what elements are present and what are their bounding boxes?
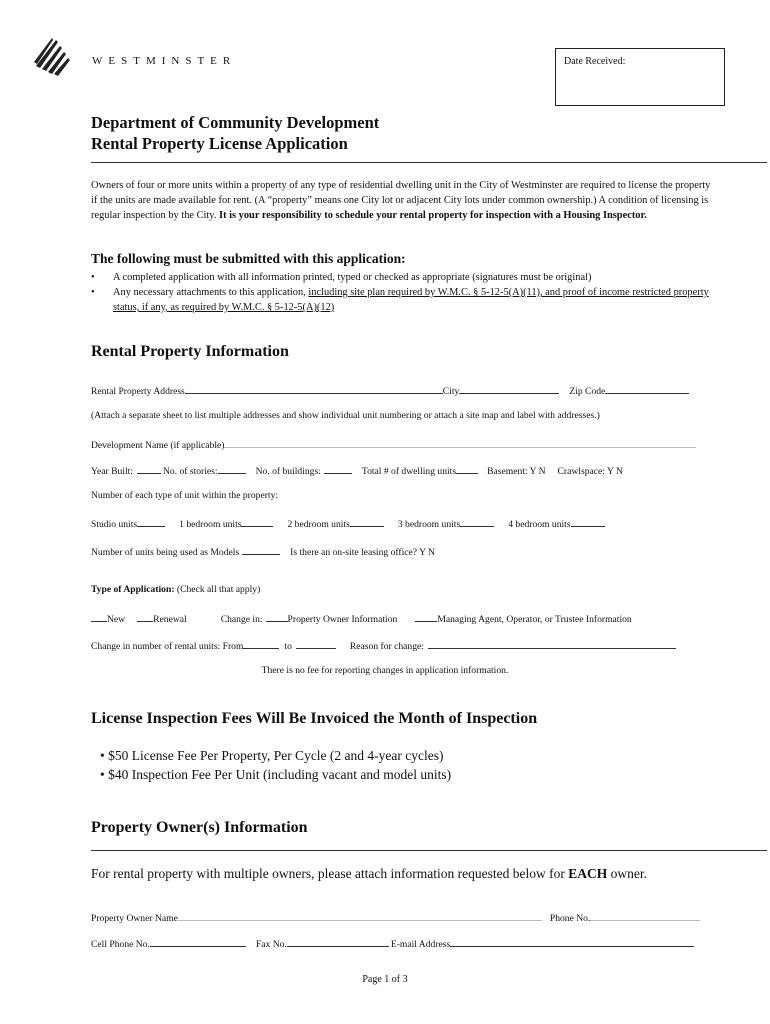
owner-contact-row (91, 936, 694, 950)
owner-name-field[interactable] (178, 910, 542, 921)
development-field[interactable] (224, 437, 696, 448)
owner-info-checkbox[interactable] (266, 611, 288, 622)
list-item: • $40 Inspection Fee Per Unit (including vacant and model units) (100, 767, 452, 782)
change-units-label: Change in number of rental units: From (91, 641, 244, 652)
department-title: Department of Community Development (91, 113, 380, 132)
models-field[interactable] (242, 544, 280, 555)
bed2-field[interactable] (350, 516, 384, 527)
city-label: City (442, 386, 460, 397)
unit-types-row (91, 516, 605, 530)
address-label: Rental Property Address (91, 386, 185, 397)
agent-checkbox[interactable] (415, 611, 437, 622)
email-label: E-mail Address (390, 939, 451, 950)
building-details-row (91, 463, 623, 477)
type-of-application-rest: (Check all that apply) (174, 584, 261, 595)
reason-label: Reason for change: (349, 641, 424, 652)
logo-wordmark: WESTMINSTER (92, 55, 237, 67)
cell-phone-field[interactable] (150, 936, 246, 947)
type-of-application-bold: Type of Application: (91, 584, 175, 595)
unit-types-label: Number of each type of unit within the property: (91, 490, 279, 501)
owner-divider (91, 850, 767, 851)
owner-heading: Property Owner(s) Information (91, 819, 308, 836)
submission-item-1: A completed application with all information printed, typed or checked as appropriate (signatures must be original) (113, 272, 592, 283)
list-item: • A completed application with all information printed, typed or checked as appropriate (signatures must be original) (91, 272, 592, 283)
bed1-label: 1 bedroom units (179, 519, 242, 530)
page-title (91, 112, 379, 154)
development-label: Development Name (if applicable) (91, 440, 225, 451)
intro-text: Owners of four or more units within a property of any type of residential dwelling unit in the City of Westminster are required to license the property if the units are made available for rent. (A “property” means one City lot or adjacent City lots under common ownership.) A condition of licensing is regular inspection by the City. (91, 180, 711, 221)
renewal-checkbox[interactable] (137, 611, 153, 622)
owner-note-pre: For rental property with multiple owners, please attach information requested below for (91, 866, 569, 881)
list-item: • Any necessary attachments to this application, including site plan required by W.M.C. § 5-12-5(A)(11), and proof of income restricted property status, if any, as required by W.M.C. § 5-12-5(A)(12) (91, 287, 709, 313)
cell-phone-label: Cell Phone No. (91, 939, 150, 950)
page-number: Page 1 of 3 (362, 974, 408, 985)
phone-label: Phone No. (549, 913, 591, 924)
stories-label: No. of stories: (162, 466, 218, 477)
address-field[interactable] (185, 383, 443, 394)
studio-label: Studio units (91, 519, 138, 530)
address-row (91, 383, 689, 397)
leasing-label: Is there an on-site leasing office? Y N (290, 547, 435, 558)
year-built-field[interactable] (137, 463, 161, 474)
owner-note-each: EACH (568, 866, 608, 881)
studio-field[interactable] (137, 516, 165, 527)
application-type-row (91, 611, 632, 625)
fees-list (100, 746, 451, 784)
reason-field[interactable] (428, 638, 676, 649)
change-to-field[interactable] (296, 638, 336, 649)
change-in-label: Change in: (220, 614, 263, 625)
date-received-label: Date Received: (564, 56, 626, 67)
bed4-field[interactable] (571, 516, 605, 527)
bed4-label: 4 bedroom units (508, 519, 571, 530)
fees-heading: License Inspection Fees Will Be Invoiced the Month of Inspection (91, 710, 538, 727)
bed1-field[interactable] (241, 516, 273, 527)
zip-label: Zip Code (569, 386, 606, 397)
phone-field[interactable] (590, 910, 700, 921)
bed3-label: 3 bedroom units (397, 519, 461, 530)
year-built-label: Year Built: (91, 466, 133, 477)
agent-label: Managing Agent, Operator, or Trustee Information (437, 614, 632, 625)
renewal-label: Renewal (153, 614, 187, 625)
rental-info-heading: Rental Property Information (91, 343, 289, 360)
email-field[interactable] (450, 936, 694, 947)
stories-field[interactable] (218, 463, 246, 474)
crawlspace-label: Crawlspace: Y N (557, 466, 623, 477)
westminster-logo-icon (34, 36, 80, 76)
models-row (91, 544, 435, 558)
basement-label: Basement: Y N (487, 466, 546, 477)
list-item: • $50 License Fee Per Property, Per Cycle (2 and 4-year cycles) (100, 748, 444, 763)
intro-paragraph (91, 178, 711, 223)
development-row (91, 437, 696, 451)
attach-note: (Attach a separate sheet to list multiple addresses and show individual unit numbering or attach a site map and label with addresses.) (91, 410, 600, 421)
city-field[interactable] (459, 383, 559, 394)
type-of-application-label (91, 584, 260, 595)
submission-heading: The following must be submitted with this application: (91, 251, 406, 266)
no-fee-note: There is no fee for reporting changes in application information. (261, 665, 509, 676)
to-label: to (284, 641, 292, 652)
fax-label: Fax No. (255, 939, 287, 950)
buildings-label: No. of buildings: (255, 466, 321, 477)
bed2-label: 2 bedroom units (287, 519, 350, 530)
owner-note (91, 866, 647, 882)
fax-field[interactable] (287, 936, 389, 947)
owner-note-post: owner. (607, 866, 647, 881)
zip-field[interactable] (605, 383, 689, 394)
date-received-box (555, 48, 725, 106)
owner-name-label: Property Owner Name (91, 913, 178, 924)
fee-inspection: $40 Inspection Fee Per Unit (including vacant and model units) (108, 767, 452, 782)
models-label: Number of units being used as Models (91, 547, 240, 558)
bed3-field[interactable] (460, 516, 494, 527)
dwelling-units-label: Total # of dwelling units (361, 466, 457, 477)
application-title: Rental Property License Application (91, 134, 348, 153)
owner-name-row (91, 910, 700, 924)
buildings-field[interactable] (324, 463, 352, 474)
title-divider (91, 162, 767, 163)
new-label: New (107, 614, 126, 625)
owner-info-label: Property Owner Information (287, 614, 398, 625)
intro-responsibility-text: It is your responsibility to schedule your rental property for inspection with a Housing Inspector. (219, 210, 647, 221)
change-from-field[interactable] (243, 638, 279, 649)
submission-item-2: Any necessary attachments to this application, (113, 287, 309, 298)
dwelling-units-field[interactable] (456, 463, 478, 474)
new-checkbox[interactable] (91, 611, 107, 622)
fee-license: $50 License Fee Per Property, Per Cycle (2 and 4-year cycles) (108, 748, 444, 763)
change-units-row (91, 638, 676, 652)
submission-list (91, 270, 731, 315)
submission-item-2-underlined: including site plan required by W.M.C. § 5-12-5(A)(11), and proof of income restricted property status, if any, as required by W.M.C. § 5-12-5(A)(12) (113, 287, 709, 313)
